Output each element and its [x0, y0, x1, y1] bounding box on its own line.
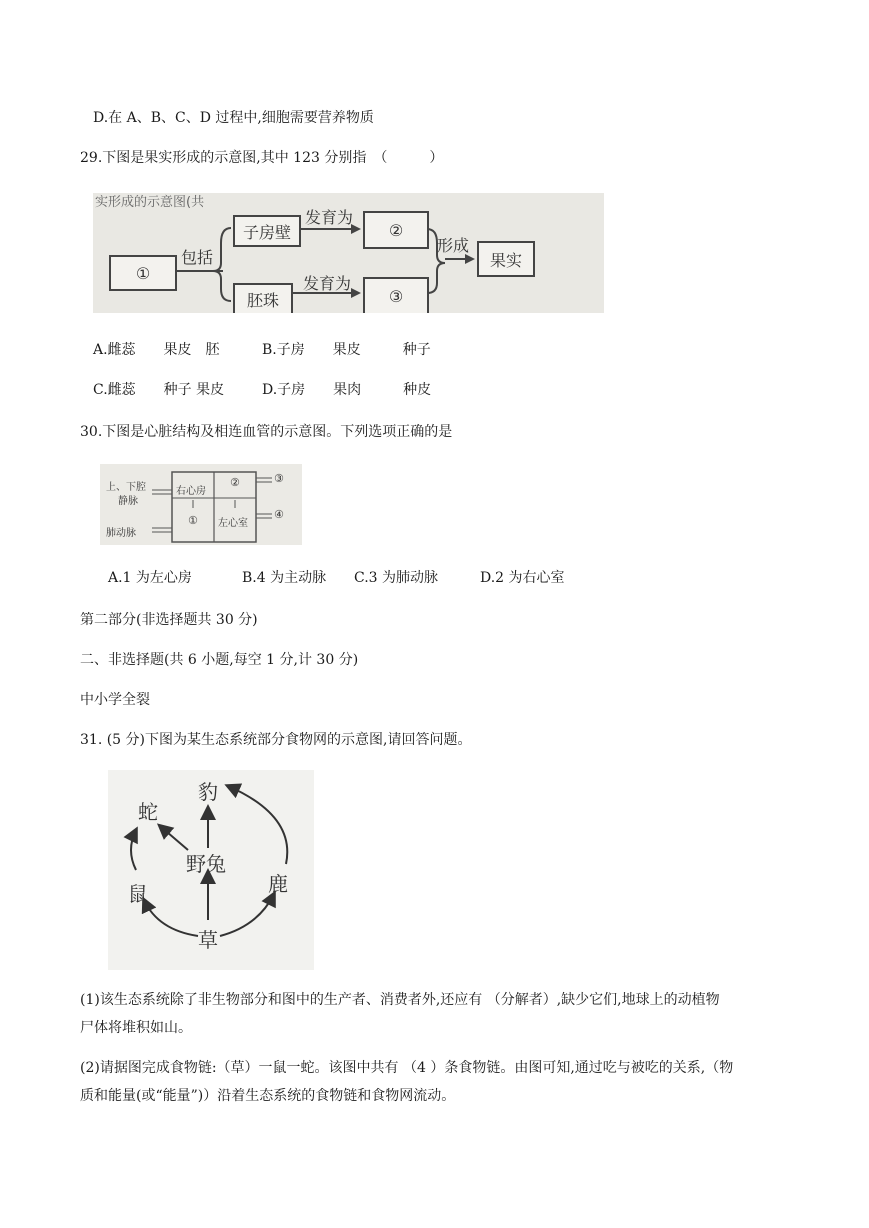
part2-title: 第二部分(非选择题共 30 分) — [80, 612, 258, 628]
q30-stem: 30.下图是心脏结构及相连血管的示意图。下列选项正确的是 — [80, 424, 453, 440]
section2-title: 二、非选择题(共 6 小题,每空 1 分,计 30 分) — [80, 652, 359, 668]
food-web-figure — [108, 770, 314, 970]
node-snake: 蛇 — [138, 800, 158, 824]
box-peizhu: 胚珠 — [233, 283, 293, 313]
watermark-line: 中小学全裂 — [80, 692, 150, 708]
label-fayuwei-bottom: 发育为 — [303, 274, 352, 293]
box-2: ② — [363, 211, 429, 249]
box-1: ① — [109, 255, 177, 291]
q31-sub1-line2: 尸体将堆积如山。 — [80, 1020, 192, 1036]
label-xingcheng: 形成 — [437, 236, 470, 255]
q30-option-a: A.1 为左心房 — [108, 570, 192, 586]
label-n3: ③ — [274, 472, 284, 485]
box-3: ③ — [363, 277, 429, 313]
fruit-formation-figure — [93, 193, 604, 313]
label-vein-2: 静脉 — [118, 496, 138, 507]
node-mouse: 鼠 — [128, 882, 148, 906]
label-baokuo: 包括 — [181, 248, 214, 267]
label-n2: ② — [230, 476, 240, 489]
q29-option-b: B.子房 果皮 种子 — [262, 342, 431, 358]
q30-option-d: D.2 为右心室 — [480, 570, 565, 586]
node-deer: 鹿 — [268, 872, 288, 896]
label-n1: ① — [188, 514, 198, 527]
label-vein-1: 上、下腔 — [106, 482, 146, 493]
label-right-atrium: 右心房 — [176, 486, 206, 497]
node-rabbit: 野兔 — [186, 852, 226, 876]
heart-structure-figure — [100, 464, 302, 545]
q31-sub2-line2: 质和能量(或“能量”)）沿着生态系统的食物链和食物网流动。 — [80, 1088, 456, 1104]
q29-option-a: A.雌蕊 果皮 胚 — [93, 342, 220, 358]
label-left-ventricle: 左心室 — [218, 518, 248, 529]
label-n4: ④ — [274, 508, 284, 521]
q29-stem: 29.下图是果实形成的示意图,其中 123 分别指 （ ） — [80, 150, 444, 166]
node-grass: 草 — [198, 928, 218, 952]
label-fayuwei-top: 发育为 — [305, 208, 354, 227]
q31-sub1-line1: (1)该生态系统除了非生物部分和图中的生产者、消费者外,还应有 （分解者）,缺少它们,地球上的动植物 — [80, 992, 720, 1008]
q28-option-d: D.在 A、B、C、D 过程中,细胞需要营养物质 — [93, 110, 374, 126]
label-pulmonary-artery: 肺动脉 — [106, 528, 136, 539]
q30-option-b: B.4 为主动脉 — [242, 570, 327, 586]
box-guoshi: 果实 — [477, 241, 535, 277]
figure-top-fragment: 实形成的示意图(共 — [95, 195, 205, 210]
box-zifangbi: 子房壁 — [233, 215, 301, 247]
q29-option-d: D.子房 果肉 种皮 — [262, 382, 432, 398]
q30-option-c: C.3 为肺动脉 — [354, 570, 439, 586]
q31-sub2-line1: (2)请据图完成食物链:（草）一鼠一蛇。该图中共有 （4 ）条食物链。由图可知,通过吃与被吃的关系,（物 — [80, 1060, 734, 1076]
node-leopard: 豹 — [198, 780, 218, 804]
q29-option-c: C.雌蕊 种子 果皮 — [93, 382, 225, 398]
q31-stem: 31. (5 分)下图为某生态系统部分食物网的示意图,请回答问题。 — [80, 732, 472, 748]
